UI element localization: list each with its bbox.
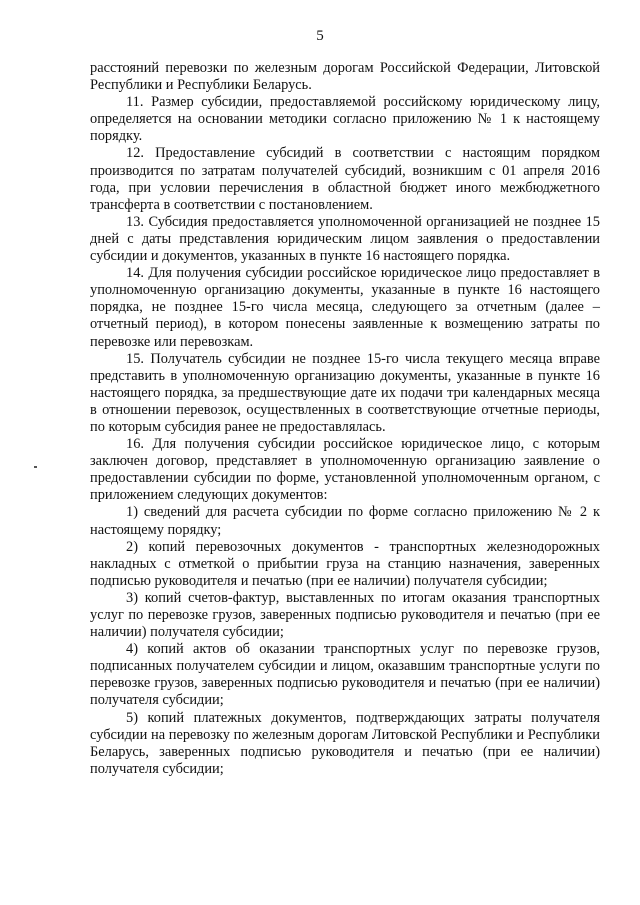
paragraph-continuation: расстояний перевозки по железным дорогам Российской Федерации, Литовской Республики и Республики Беларусь. <box>90 60 600 94</box>
paragraph-15: 15. Получатель субсидии не позднее 15-го числа текущего месяца вправе представить в уполномоченную организацию документы, указанные в пункте 16 настоящего порядка, за предшествующие дате их подачи три календарных месяца в отношении перевозок, осуществленных в соответствующие отчетные периоды, по которым субсидия ранее не предоставлялась. <box>90 350 600 435</box>
paragraph-12: 12. Предоставление субсидий в соответствии с настоящим порядком производится по затратам получателей субсидий, возникшим с 01 апреля 2016 года, при условии перечисления в областной бюджет иного межбюджетного трансферта в соответствии с постановлением. <box>90 145 600 213</box>
scan-margin-mark <box>34 466 37 468</box>
paragraph-16: 16. Для получения субсидии российское юридическое лицо, с которым заключен договор, представляет в уполномоченную организацию заявление о предоставлении субсидии по форме, установленной уполномоченным органом, с приложением следующих документов: <box>90 436 600 504</box>
paragraph-16-item-2: 2) копий перевозочных документов - транспортных железнодорожных накладных с отметкой о прибытии груза на станцию назначения, заверенных подписью руководителя и печатью (при ее наличии) получателя субсидии; <box>90 538 600 589</box>
page-number: 5 <box>316 28 324 44</box>
paragraph-14: 14. Для получения субсидии российское юридическое лицо предоставляет в уполномоченную организацию документы, указанные в пункте 16 настоящего порядка, не позднее 15-го числа месяца, следующего за отчетным (далее – отчетный период), в котором понесены заявленные к возмещению затраты по перевозке или перевозкам. <box>90 265 600 350</box>
paragraph-16-item-4: 4) копий актов об оказании транспортных услуг по перевозке грузов, подписанных получателем субсидии и лицом, оказавшим транспортные услуги по перевозке грузов, заверенных подписью руководителя и печатью (при ее наличии) получателя субсидии; <box>90 641 600 709</box>
paragraph-16-item-5: 5) копий платежных документов, подтверждающих затраты получателя субсидии на перевозку по железным дорогам Литовской Республики и Республики Беларусь, заверенных подписью руководителя и печатью (при ее наличии) получателя субсидии; <box>90 709 600 777</box>
paragraph-13: 13. Субсидия предоставляется уполномоченной организацией не позднее 15 дней с даты представления юридическим лицом заявления о предоставлении субсидии и документов, указанных в пункте 16 настоящего порядка. <box>90 213 600 265</box>
document-body <box>90 60 600 778</box>
paragraph-16-item-1: 1) сведений для расчета субсидии по форме согласно приложению № 2 к настоящему порядку; <box>90 504 600 538</box>
paragraph-16-item-3: 3) копий счетов-фактур, выставленных по итогам оказания транспортных услуг по перевозке грузов, заверенных подписью руководителя и печатью (при ее наличии) получателя субсидии; <box>90 589 600 641</box>
paragraph-11: 11. Размер субсидии, предоставляемой российскому юридическому лицу, определяется на основании методики согласно приложению № 1 к настоящему порядку. <box>90 94 600 145</box>
